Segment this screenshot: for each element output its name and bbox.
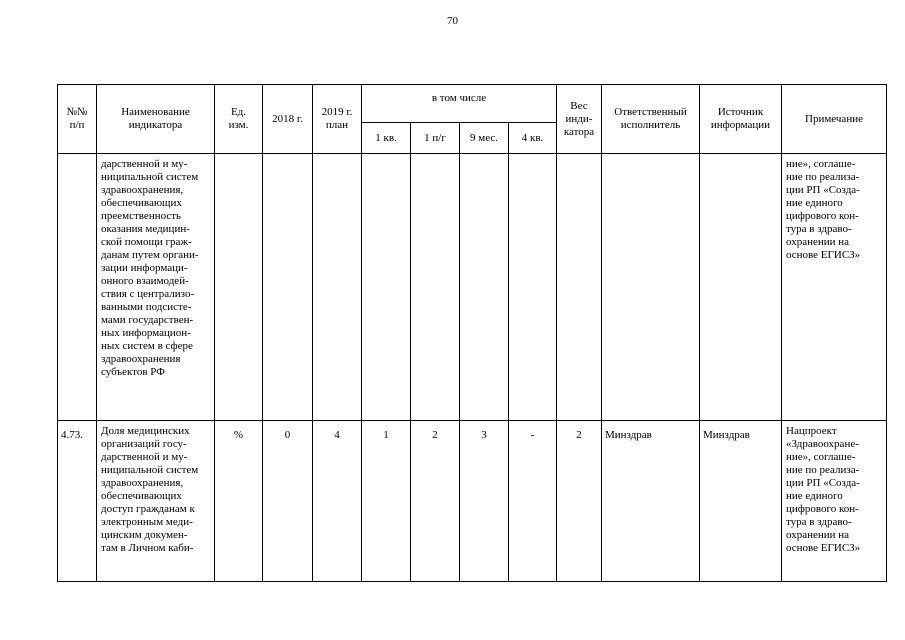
cell-responsible: Минздрав [602, 421, 700, 582]
table-row [58, 421, 887, 582]
cell-name: Доля медицинских организаций госу- дарственной и му- ниципальной систем здравоохранения, обеспечивающих доступ гражданам к электронным меди- цинским докумен- там в Личном каби- [97, 421, 215, 582]
cell-q1 [362, 154, 411, 421]
col-2019-header: 2019 г. план [313, 85, 362, 154]
cell-unit: % [215, 421, 263, 582]
cell-2018: 0 [263, 421, 313, 582]
col-m9-header: 9 мес. [460, 123, 509, 154]
col-unit-header: Ед. изм. [215, 85, 263, 154]
cell-q1: 1 [362, 421, 411, 582]
cell-q4: - [509, 421, 557, 582]
cell-note: Нацпроект «Здравоохране- ние», соглаше- ние по реализа- ции РП «Созда- ние единого цифрового кон- тура в здраво- охранении на основе ЕГИСЗ» [782, 421, 887, 582]
col-including-header: в том числе [362, 85, 557, 123]
cell-note: ние», соглаше- ние по реализа- ции РП «Созда- ние единого цифрового кон- тура в здраво- охранении на основе ЕГИСЗ» [782, 154, 887, 421]
cell-responsible [602, 154, 700, 421]
col-h1-header: 1 п/г [411, 123, 460, 154]
cell-weight [557, 154, 602, 421]
cell-name: дарственной и му- ниципальной систем здравоохранения, обеспечивающих преемственность оказания медицин- ской помощи граж- данам путем органи- зации информаци- онного взаимодей- ствия с централизо- ванными подсисте- мами государствен- ных информацион- ных систем в сфере здравоохранения субъектов РФ [97, 154, 215, 421]
cell-num: 4.73. [58, 421, 97, 582]
table-header [58, 85, 887, 154]
cell-m9: 3 [460, 421, 509, 582]
col-q4-header: 4 кв. [509, 123, 557, 154]
cell-h1 [411, 154, 460, 421]
page-number: 70 [447, 15, 458, 27]
cell-source: Минздрав [700, 421, 782, 582]
col-weight-header: Вес инди- катора [557, 85, 602, 154]
cell-source [700, 154, 782, 421]
col-note-header: Примечание [782, 85, 887, 154]
cell-h1: 2 [411, 421, 460, 582]
col-q1-header: 1 кв. [362, 123, 411, 154]
cell-unit [215, 154, 263, 421]
cell-2019: 4 [313, 421, 362, 582]
col-responsible-header: Ответственный исполнитель [602, 85, 700, 154]
table-row [58, 154, 887, 421]
col-2018-header: 2018 г. [263, 85, 313, 154]
cell-weight: 2 [557, 421, 602, 582]
cell-m9 [460, 154, 509, 421]
indicators-table [57, 84, 887, 582]
cell-num [58, 154, 97, 421]
cell-2019 [313, 154, 362, 421]
col-name-header: Наименование индикатора [97, 85, 215, 154]
col-num-header: №№ п/п [58, 85, 97, 154]
cell-2018 [263, 154, 313, 421]
col-source-header: Источник информации [700, 85, 782, 154]
cell-q4 [509, 154, 557, 421]
